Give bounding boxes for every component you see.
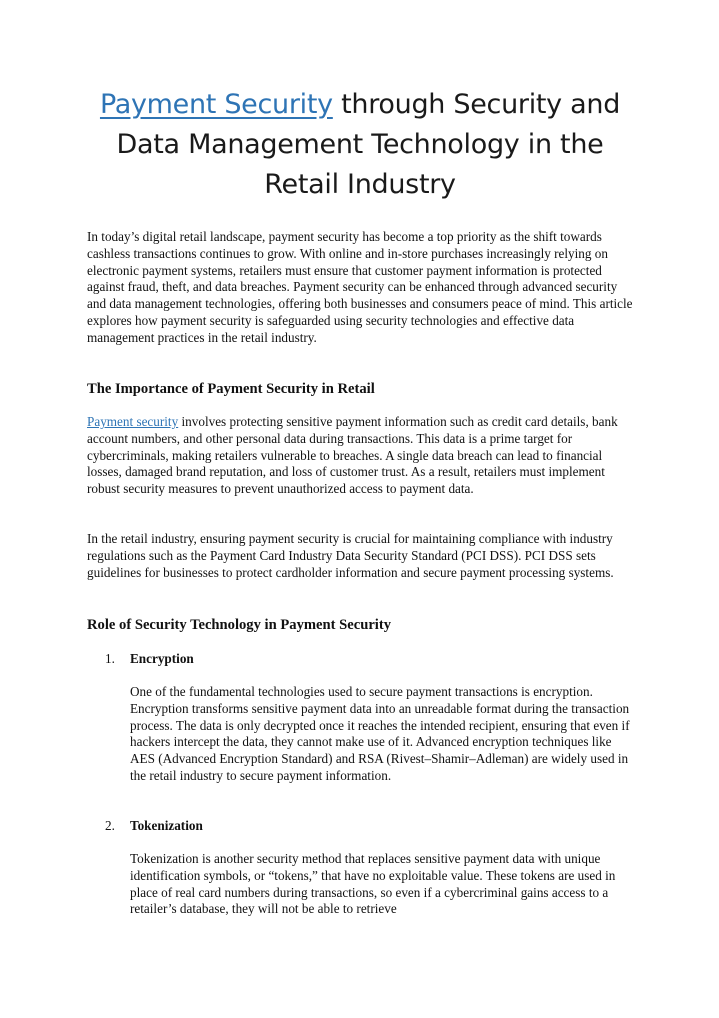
list-item-number: 1. xyxy=(105,651,115,666)
title-line1-rest: through Security and xyxy=(332,89,621,120)
payment-security-link[interactable]: Payment security xyxy=(87,414,179,429)
list-item-number: 2. xyxy=(105,818,115,833)
list-item-title-encryption: Encryption xyxy=(130,651,194,666)
list-item-title-tokenization: Tokenization xyxy=(130,818,203,833)
section1-paragraph1-text: involves protecting sensitive payment information such as credit card details, bank account numbers, and other personal data during transactions. This data is a prime target for cybercriminals, making retailers vulnerable to breaches. A single data breach can lead to financial losses, damaged brand reputation, and loss of customer trust. As a result, retailers must implement robust security measures to prevent unauthorized access to payment data. xyxy=(87,414,618,497)
section2-heading: Role of Security Technology in Payment Security xyxy=(87,617,392,633)
title-line3: Retail Industry xyxy=(264,169,456,200)
section1-paragraph1 xyxy=(87,414,635,498)
section1-heading: The Importance of Payment Security in Retail xyxy=(87,381,375,397)
list-item-text-tokenization: Tokenization is another security method that replaces sensitive payment data with unique identification symbols, or “tokens,” that have no exploitable value. These tokens are used in place of real card numbers during transactions, so even if a cybercriminal gains access to a retailer’s database, they will not be able to retrieve xyxy=(130,851,616,917)
list-item-text-encryption: One of the fundamental technologies used to secure payment transactions is encryption. Encryption transforms sensitive payment data into an unreadable format during the transaction process. The data is only decrypted once it reaches the intended recipient, ensuring that even if hackers intercept the data, they cannot make use of it. Advanced encryption techniques like AES (Advanced Encryption Standard) and RSA (Rivest–Shamir–Adleman) are widely used in the retail industry to secure payment information. xyxy=(130,684,630,783)
intro-paragraph: In today’s digital retail landscape, payment security has become a top priority as the shift towards cashless transactions continues to grow. With online and in-store purchases increasingly relying on electronic payment systems, retailers must ensure that customer payment information is protected against fraud, theft, and data breaches. Payment security can be enhanced through advanced security and data management technologies, offering both businesses and consumers peace of mind. This article explores how payment security is safeguarded using security technologies and effective data management practices in the retail industry. xyxy=(87,229,633,345)
title-link[interactable]: Payment Security xyxy=(99,89,333,120)
section1-paragraph2: In the retail industry, ensuring payment security is crucial for maintaining compliance with industry regulations such as the Payment Card Industry Data Security Standard (PCI DSS). PCI DSS sets guidelines for businesses to protect cardholder information and secure payment processing systems. xyxy=(87,531,614,580)
title-line2: Data Management Technology in the xyxy=(116,129,604,160)
document-title xyxy=(60,85,660,205)
